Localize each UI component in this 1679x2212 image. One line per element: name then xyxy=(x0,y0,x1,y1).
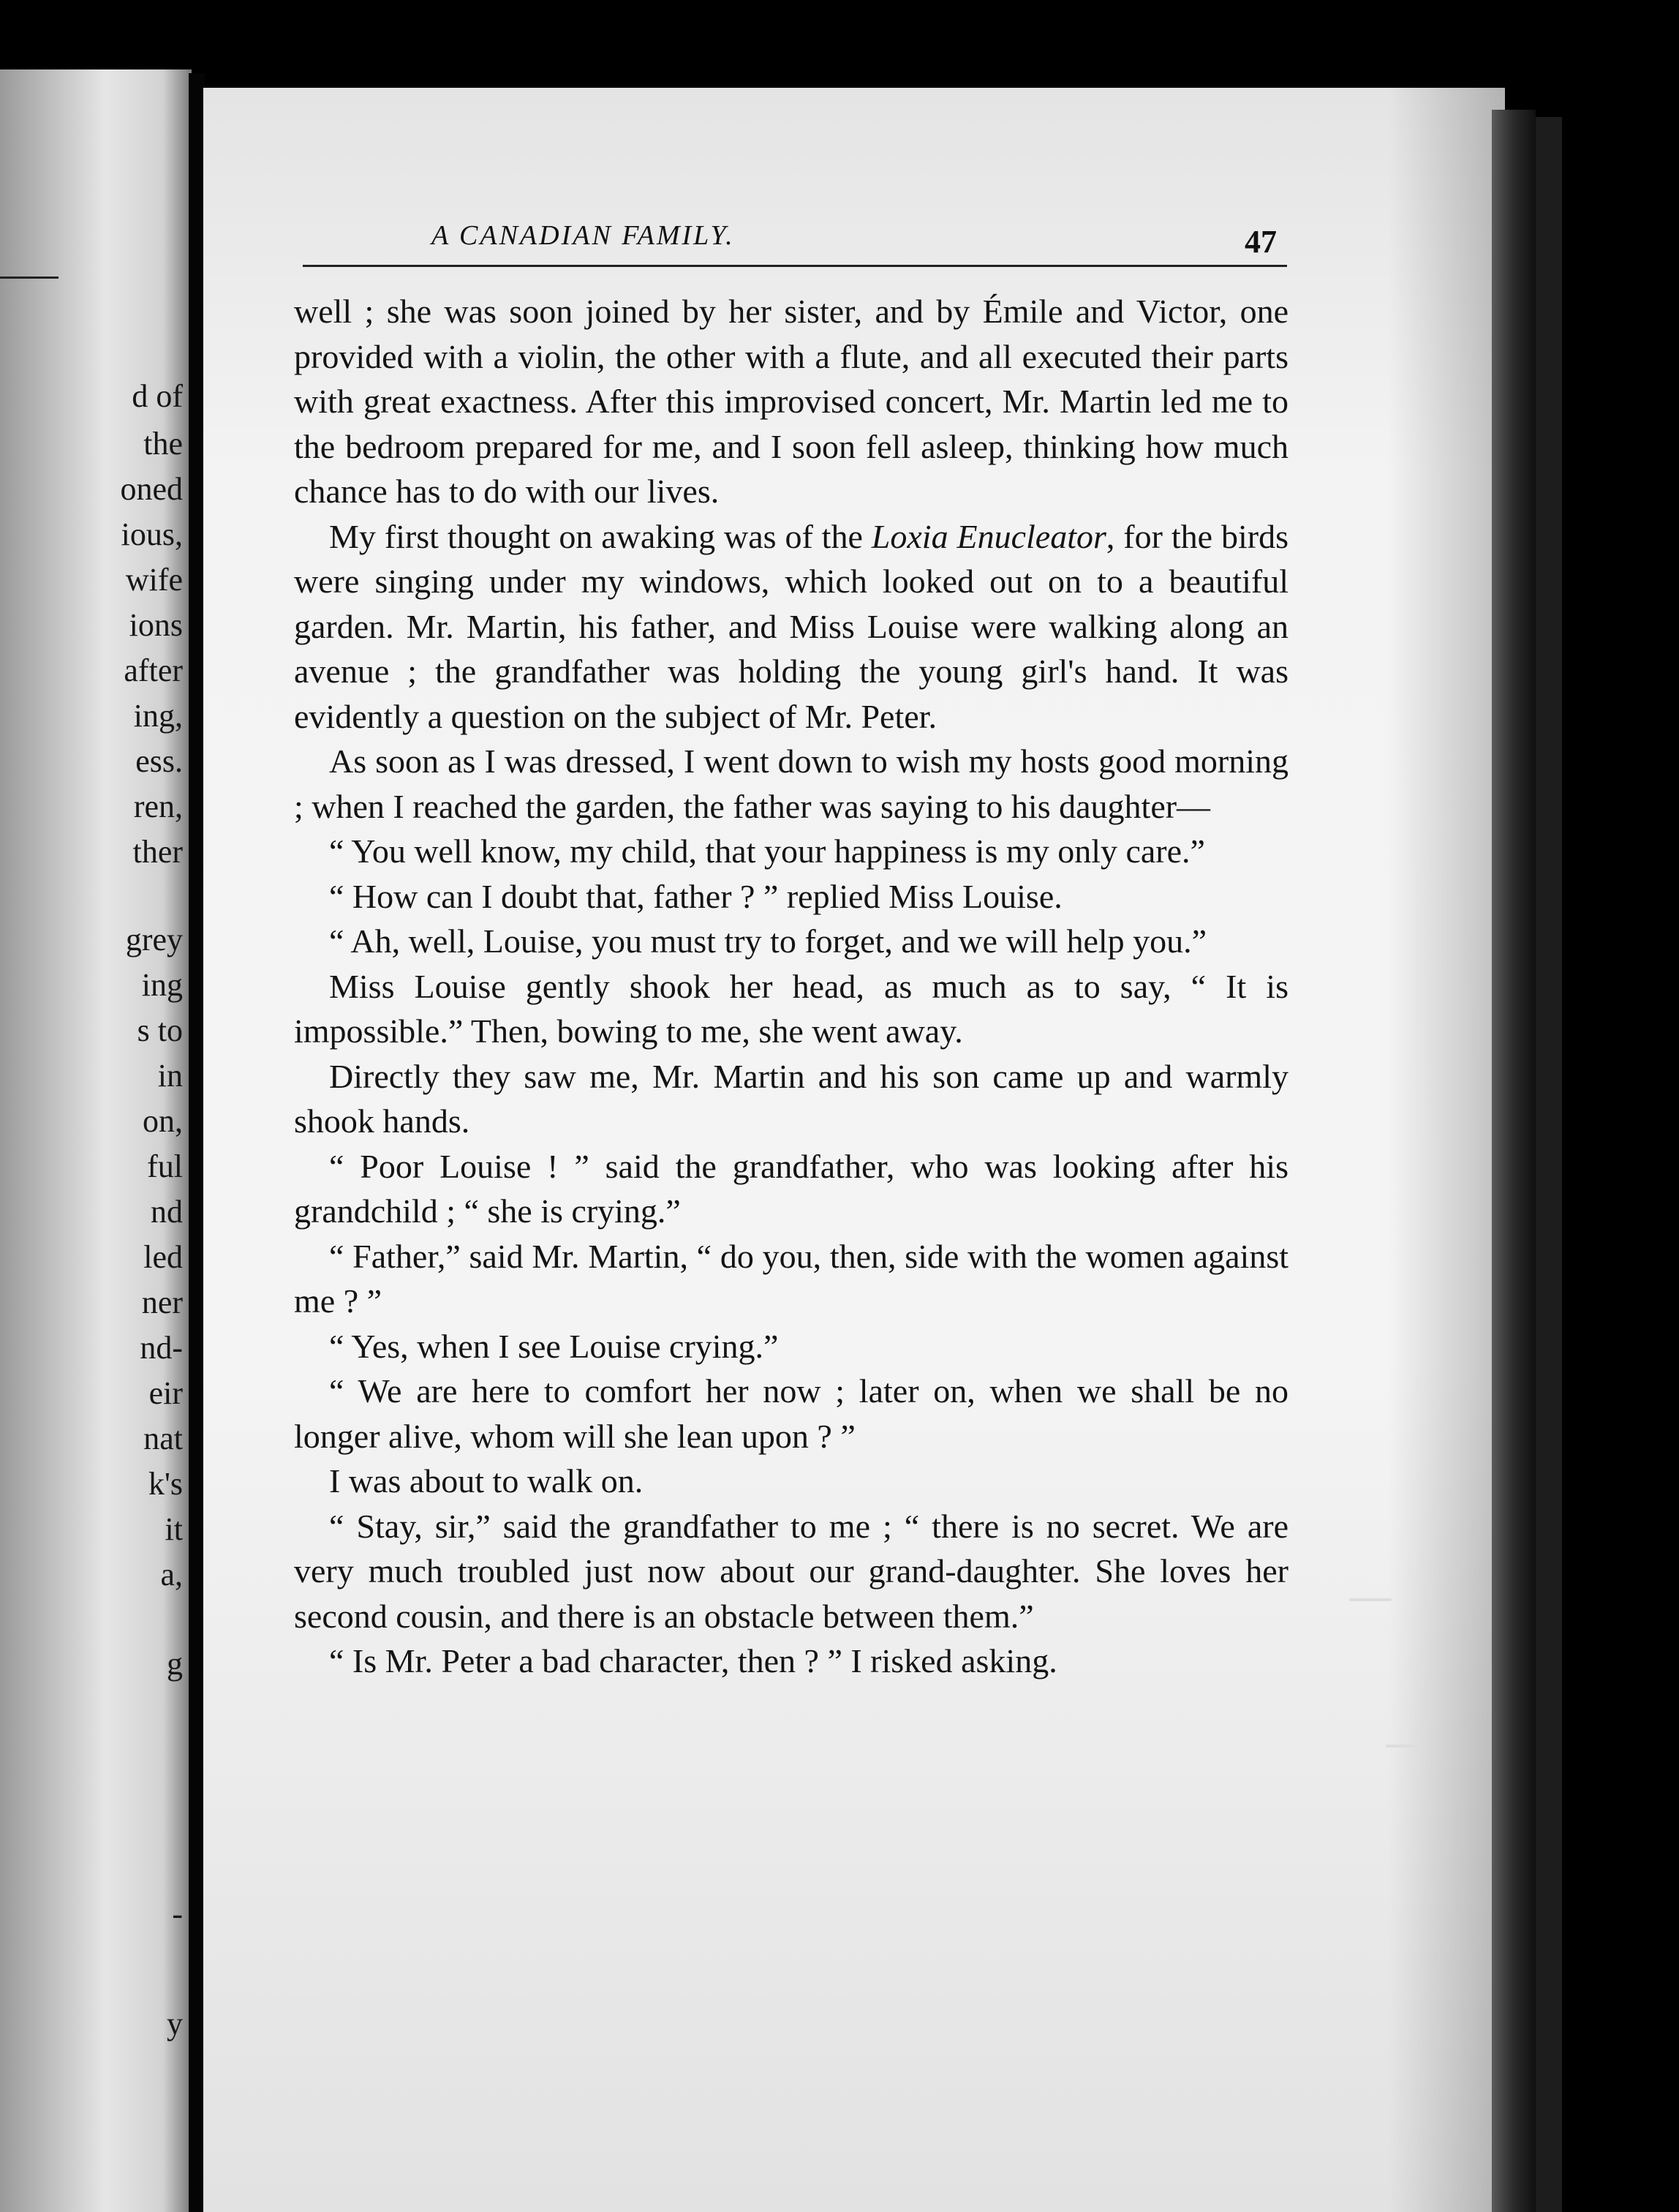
left-page-fragment: grey xyxy=(125,922,183,958)
left-page-fragment: ther xyxy=(132,834,183,870)
left-page-fragment: after xyxy=(124,652,183,688)
paragraph: “ Yes, when I see Louise crying.” xyxy=(329,1327,779,1365)
left-page-rule xyxy=(0,276,59,279)
italic-species-name: Loxia Enucleator xyxy=(871,517,1106,555)
paragraph: I was about to walk on. xyxy=(329,1462,644,1500)
paragraph xyxy=(294,514,1289,740)
left-page-fragment: wife xyxy=(125,562,183,598)
page-shadow xyxy=(1388,88,1505,2212)
left-page-fragment: ren, xyxy=(133,789,183,824)
paragraph: well ; she was soon joined by her sister, and by Émile and Victor, one provided with a violin, the other with a flute, and all executed their parts with great exactness. After this improvised concert, Mr. Martin led me to the bedroom prepared for me, and I soon fell asleep, thinking how much chance has to do with our lives. xyxy=(294,293,1289,510)
left-page-fragment: oned xyxy=(120,471,183,507)
paragraph: Directly they saw me, Mr. Martin and his son came up and warmly shook hands. xyxy=(294,1057,1289,1140)
left-page-fragment: ious, xyxy=(121,516,183,552)
paragraph-text: My first thought on awaking was of the xyxy=(329,517,872,555)
paragraph-text: , for the birds were singing under my windows, which looked out on to a beautiful garden. Mr. Martin, his father, and Miss Louise were walking along an avenue ; the grandfather was holding the young girl's hand. It was evidently a question on the subject of Mr. Peter. xyxy=(294,517,1289,735)
paragraph: “ We are here to comfort her now ; later on, when we shall be no longer alive, whom will she lean upon ? ” xyxy=(294,1372,1289,1455)
header-rule xyxy=(303,265,1287,267)
left-page-fragment: ner xyxy=(141,1284,183,1320)
page-speck xyxy=(1349,1598,1392,1601)
page-speck xyxy=(1386,1745,1418,1748)
running-head: A CANADIAN FAMILY. xyxy=(431,220,735,251)
book-gutter xyxy=(189,73,205,2212)
left-page-fragment: in xyxy=(157,1058,183,1094)
left-page-fragment: eir xyxy=(148,1375,183,1411)
paragraph: “ You well know, my child, that your happiness is my only care.” xyxy=(329,832,1205,870)
left-page-fragment: ing xyxy=(141,967,183,1003)
left-page xyxy=(0,69,192,2212)
left-page-fragment: nd xyxy=(151,1194,183,1230)
page-number: 47 xyxy=(1245,224,1277,260)
paragraph: “ Ah, well, Louise, you must try to forget, and we will help you.” xyxy=(329,922,1207,960)
left-page-fragment: - xyxy=(172,1896,183,1932)
paragraph: “ Stay, sir,” said the grandfather to me ; “ there is no secret. We are very much troubled just now about our grand-daughter. She loves her second cousin, and there is an obstacle between them.” xyxy=(294,1507,1289,1635)
left-page-fragment: ions xyxy=(129,607,183,643)
left-page-fragment: ing, xyxy=(133,698,183,734)
left-page-fragment: k's xyxy=(148,1466,183,1502)
left-page-fragment: s to xyxy=(137,1012,183,1048)
left-page-fragment: nd- xyxy=(140,1330,183,1366)
left-page-fragment: nat xyxy=(143,1421,183,1456)
left-page-fragment: on, xyxy=(143,1103,183,1139)
paragraph: “ How can I doubt that, father ? ” replied Miss Louise. xyxy=(329,877,1063,915)
left-page-fragment: ful xyxy=(147,1148,183,1184)
left-page-fragment: d of xyxy=(132,378,183,414)
left-page-fragment: a, xyxy=(160,1557,183,1592)
paragraph: “ Poor Louise ! ” said the grandfather, who was looking after his grandchild ; “ she is crying.” xyxy=(294,1147,1289,1230)
body-text xyxy=(294,289,1289,1684)
left-page-fragment: g xyxy=(167,1646,183,1682)
left-page-fragment: it xyxy=(165,1511,183,1547)
paragraph: “ Is Mr. Peter a bad character, then ? ” I risked asking. xyxy=(329,1642,1057,1679)
left-page-fragment: the xyxy=(143,426,183,462)
left-page-fragment: ess. xyxy=(135,743,183,779)
left-page-fragment: led xyxy=(143,1239,183,1275)
page-edge xyxy=(1492,110,1536,2212)
left-page-fragment: y xyxy=(167,2006,183,2042)
book-cover-edge xyxy=(1536,117,1562,2212)
paragraph: As soon as I was dressed, I went down to wish my hosts good morning ; when I reached the garden, the father was saying to his daughter— xyxy=(294,742,1289,825)
paragraph: “ Father,” said Mr. Martin, “ do you, then, side with the women against me ? ” xyxy=(294,1237,1289,1320)
paragraph: Miss Louise gently shook her head, as much as to say, “ It is impossible.” Then, bowing to me, she went away. xyxy=(294,967,1289,1050)
